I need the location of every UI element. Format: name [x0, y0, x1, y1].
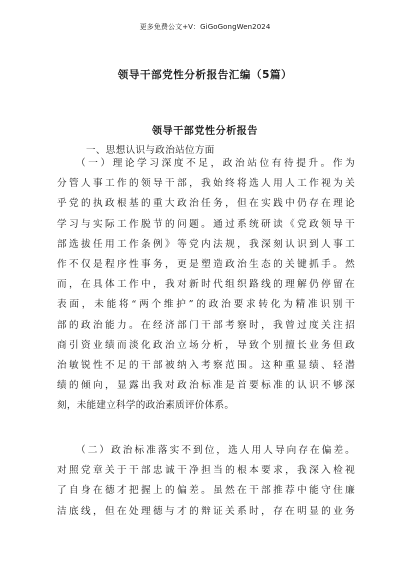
paragraph-1 — [57, 154, 355, 417]
paragraph-line: 部选拔任用工作条例》等党内法规，我深刻认识到人事工 — [57, 238, 355, 250]
paragraph-line: 洁底线，但在处理德与才的辩证关系时，存在明显的业务 — [57, 505, 355, 517]
paragraph-line: 刻，未能建立科学的政治素质评价体系。 — [57, 400, 235, 412]
paragraph-line: 表面，未能将“两个维护”的政治要求转化为精准识别干 — [57, 299, 355, 311]
paragraph-line: 乎党的执政根基的重大政治任务，但在实践中仍存在理论 — [57, 198, 355, 210]
paragraph-line: 学习与实际工作脱节的问题。通过系统研读《党政领导干 — [57, 218, 355, 230]
report-subtitle: 领导干部党性分析报告 — [152, 126, 258, 137]
watermark-header: 更多免费公文+V：GiGoGongWen2024 — [139, 23, 271, 31]
paragraph-2 — [57, 441, 355, 522]
paragraph-line: 而，在具体工作中，我对新时代组织路线的理解仍停留在 — [57, 279, 355, 291]
document-title: 领导干部党性分析报告汇编（5篇） — [117, 69, 293, 81]
paragraph-line: 商引资业绩而淡化政治立场分析，导致个别擅长业务但政 — [57, 339, 355, 351]
section-heading: 一、思想认识与政治站位方面 — [86, 145, 215, 156]
paragraph-line: 对照党章关于干部忠诚干净担当的根本要求，我深入检视 — [57, 465, 355, 477]
paragraph-line: 分管人事工作的领导干部，我始终将选人用人工作视为关 — [57, 178, 355, 190]
paragraph-line: 绩的倾向，显露出我对政治标准是首要标准的认识不够深 — [57, 380, 355, 392]
paragraph-line: 治敏锐性不足的干部被纳入考察范围。这种重显绩、轻潜 — [57, 360, 355, 372]
paragraph-line: 部的政治能力。在经济部门干部考察时，我曾过度关注招 — [57, 319, 355, 331]
paragraph-line: 了自身在德才把握上的偏差。虽然在干部推荐中能守住廉 — [57, 485, 355, 497]
paragraph-line: （二）政治标准落实不到位，选人用人导向存在偏差。 — [76, 445, 355, 456]
paragraph-line: 作不仅是程序性事务，更是塑造政治生态的关键抓手。然 — [57, 259, 355, 271]
paragraph-line: （一）理论学习深度不足，政治站位有待提升。作为 — [76, 158, 355, 169]
